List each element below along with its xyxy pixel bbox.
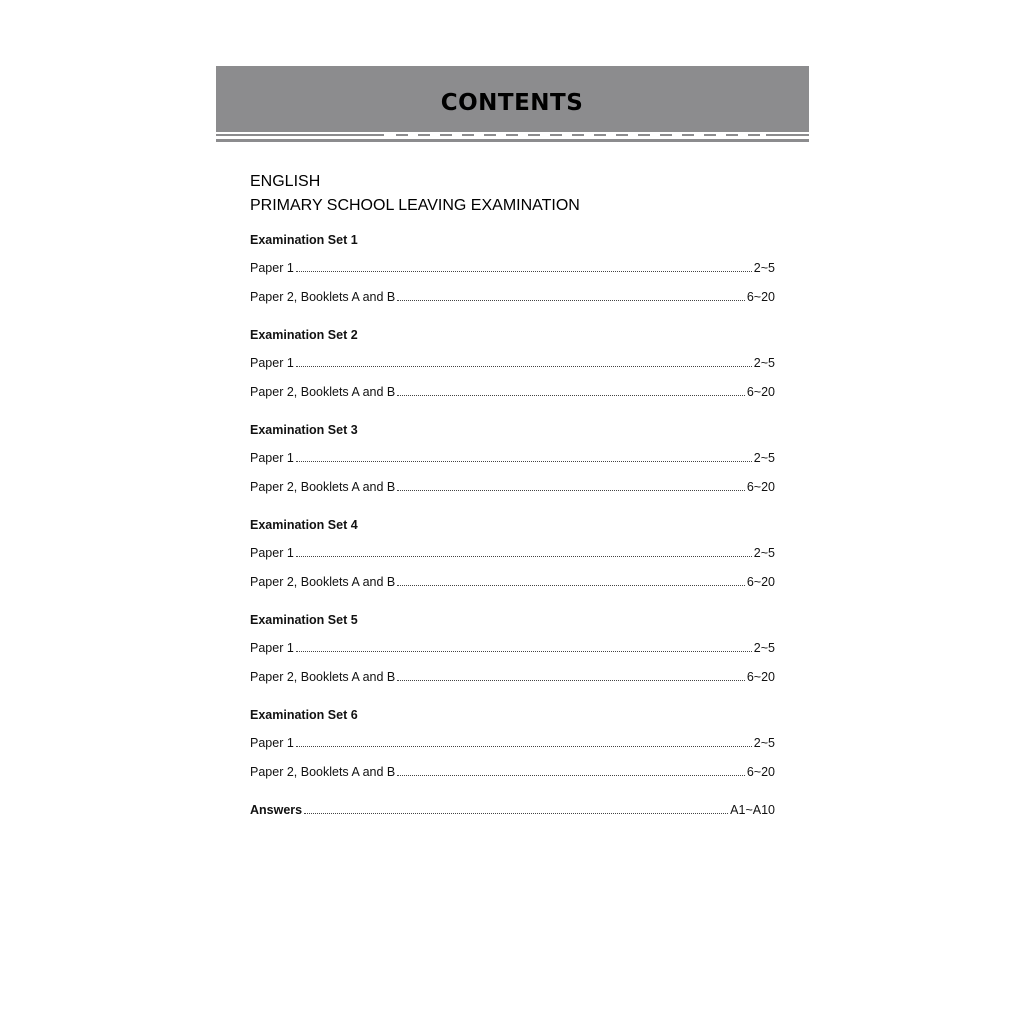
entry-pages: 6~20 <box>746 385 775 399</box>
dot-leader <box>397 670 745 681</box>
entry-pages: 6~20 <box>746 765 775 779</box>
exam-set <box>250 612 775 685</box>
dot-leader <box>296 736 752 747</box>
toc-entry[interactable] <box>250 574 775 590</box>
toc-content <box>250 170 775 831</box>
dot-leader <box>296 641 752 652</box>
entry-label: Paper 2, Booklets A and B <box>250 480 396 494</box>
entry-label: Paper 1 <box>250 356 294 370</box>
set-title: Examination Set 1 <box>250 233 358 247</box>
exam-set <box>250 232 775 305</box>
entry-pages: 6~20 <box>746 575 775 589</box>
dot-leader <box>296 261 752 272</box>
entry-label: Paper 2, Booklets A and B <box>250 290 396 304</box>
set-title: Examination Set 4 <box>250 518 358 532</box>
set-title: Examination Set 3 <box>250 423 358 437</box>
toc-entry[interactable] <box>250 260 775 276</box>
toc-entry[interactable] <box>250 479 775 495</box>
entry-pages: 2~5 <box>753 736 775 750</box>
set-title: Examination Set 6 <box>250 708 358 722</box>
toc-entry[interactable] <box>250 545 775 561</box>
dot-leader <box>296 546 752 557</box>
toc-entry[interactable] <box>250 355 775 371</box>
entry-pages: 2~5 <box>753 261 775 275</box>
divider-dashed <box>396 134 766 136</box>
dot-leader <box>397 575 745 586</box>
answers-entry[interactable] <box>250 802 775 818</box>
entry-label: Paper 2, Booklets A and B <box>250 385 396 399</box>
set-title: Examination Set 2 <box>250 328 358 342</box>
toc-entry[interactable] <box>250 764 775 780</box>
divider-solid-left <box>216 134 384 136</box>
exam-set <box>250 707 775 780</box>
dot-leader <box>296 451 752 462</box>
toc-entry[interactable] <box>250 384 775 400</box>
entry-label: Paper 1 <box>250 261 294 275</box>
dot-leader <box>397 290 745 301</box>
set-title: Examination Set 5 <box>250 613 358 627</box>
exam-set <box>250 327 775 400</box>
entry-pages: 2~5 <box>753 356 775 370</box>
entry-label: Paper 1 <box>250 641 294 655</box>
toc-entry[interactable] <box>250 735 775 751</box>
entry-label: Paper 1 <box>250 546 294 560</box>
dot-leader <box>304 803 728 814</box>
toc-sets <box>250 232 775 780</box>
entry-pages: 2~5 <box>753 451 775 465</box>
entry-label: Paper 1 <box>250 736 294 750</box>
answers-label: Answers <box>250 803 303 817</box>
subject-heading: ENGLISH <box>250 173 321 190</box>
entry-pages: 6~20 <box>746 670 775 684</box>
toc-entry[interactable] <box>250 640 775 656</box>
entry-pages: 2~5 <box>753 641 775 655</box>
entry-pages: 6~20 <box>746 480 775 494</box>
exam-set <box>250 422 775 495</box>
divider-solid-right <box>766 134 809 136</box>
toc-entry[interactable] <box>250 289 775 305</box>
page-title: CONTENTS <box>440 90 584 116</box>
entry-label: Paper 1 <box>250 451 294 465</box>
exam-heading: PRIMARY SCHOOL LEAVING EXAMINATION <box>250 197 580 214</box>
dot-leader <box>397 765 745 776</box>
dot-leader <box>397 385 745 396</box>
exam-set <box>250 517 775 590</box>
entry-pages: 2~5 <box>753 546 775 560</box>
dot-leader <box>397 480 745 491</box>
entry-pages: 6~20 <box>746 290 775 304</box>
answers-pages: A1~A10 <box>730 803 775 817</box>
divider-bottom <box>216 139 809 142</box>
entry-label: Paper 2, Booklets A and B <box>250 670 396 684</box>
entry-label: Paper 2, Booklets A and B <box>250 575 396 589</box>
toc-entry[interactable] <box>250 669 775 685</box>
entry-label: Paper 2, Booklets A and B <box>250 765 396 779</box>
toc-entry[interactable] <box>250 450 775 466</box>
dot-leader <box>296 356 752 367</box>
